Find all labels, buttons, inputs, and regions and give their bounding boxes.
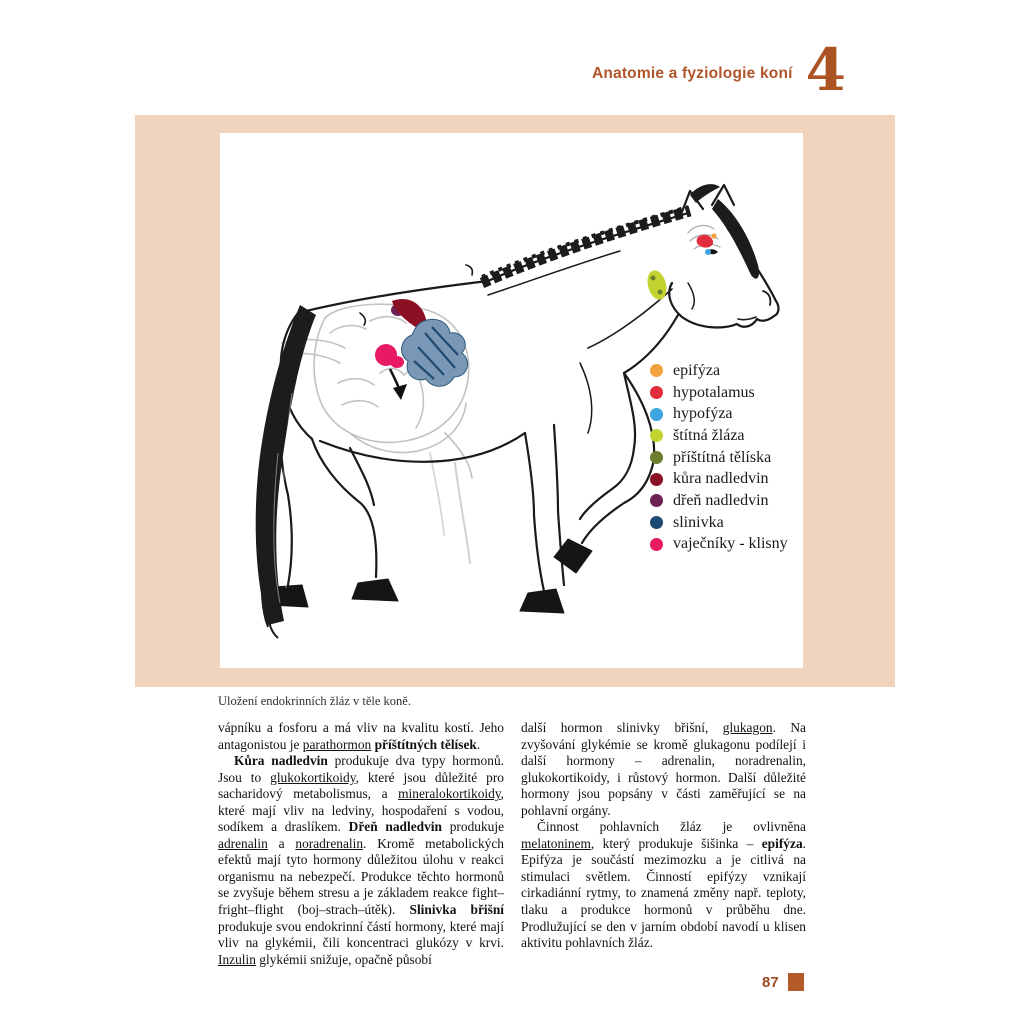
chapter-number: 4	[805, 36, 846, 104]
legend-dot-icon	[650, 516, 663, 529]
legend-dot-icon	[650, 451, 663, 464]
legend-label: slinivka	[673, 513, 724, 531]
legend-dot-icon	[650, 364, 663, 377]
legend	[650, 360, 788, 555]
marker-pristitna-teliska	[658, 290, 663, 295]
figure-caption: Uložení endokrinních žláz v těle koně.	[218, 694, 411, 708]
legend-item	[650, 360, 788, 382]
legend-label: vaječníky - klisny	[673, 535, 788, 553]
legend-label: epifýza	[673, 361, 721, 379]
legend-label: hypotalamus	[673, 383, 755, 401]
legend-dot-icon	[650, 538, 663, 551]
legend-item	[650, 382, 788, 404]
legend-dot-icon	[650, 473, 663, 486]
horse-hooves	[270, 539, 592, 613]
legend-item	[650, 447, 788, 469]
legend-item	[650, 512, 788, 534]
page-number-square-icon	[788, 973, 804, 991]
legend-label: kůra nadledvin	[673, 470, 769, 488]
chapter-title: Anatomie a fyziologie koní	[591, 65, 793, 83]
legend-dot-icon	[650, 386, 663, 399]
paragraph: Činnost pohlavních žláz je ovlivněna melatoninem, který produkuje šišinka – epifýza. Epifýza je součástí mezimozku a je citlivá na stimulaci světlem. Činností epifýzy vznikají cirkadiánní rytmy, to znamená změny např. teploty, tlaku a produkce hormonů v průběhu dne. Prodlužující se den v jarním období navodí u klisen aktivitu pohlavních žláz.	[521, 819, 806, 951]
legend-label: příštítná tělíska	[673, 448, 772, 466]
horse-mane	[482, 184, 759, 283]
legend-item	[650, 403, 788, 425]
marker-epifyza	[711, 233, 716, 238]
paragraph: další hormon slinivky břišní, glukagon. Na zvyšování glykémie se kromě glukagonu podílejí i další hormony – adrenalin, noradrenalin, glukokortikoidy, i růstový hormon. Další důležité hormony jsou popsány v části zaměřující se na pohlavní orgány.	[521, 720, 807, 818]
legend-item	[650, 468, 788, 490]
legend-label: hypofýza	[673, 405, 733, 423]
paragraph: vápníku a fosforu a má vliv na kvalitu kostí. Jeho antagonistou je parathormon příštítných tělísek.	[218, 720, 504, 752]
chapter-header	[591, 36, 846, 104]
marker-hypofyza	[705, 249, 711, 255]
figure-panel	[135, 115, 895, 687]
marker-pristitna-teliska	[651, 276, 656, 281]
marker-slinivka	[402, 319, 468, 386]
legend-dot-icon	[650, 494, 663, 507]
page-number: 87	[762, 973, 779, 991]
legend-dot-icon	[650, 408, 663, 421]
page-footer	[762, 973, 804, 991]
legend-item	[650, 490, 788, 512]
article-left-column	[218, 720, 504, 968]
legend-item	[650, 425, 788, 447]
marker-stitna-zlaza	[644, 268, 669, 302]
article-right-column	[521, 720, 806, 952]
legend-item	[650, 534, 788, 556]
legend-dot-icon	[650, 429, 663, 442]
legend-label: dřeň nadledvin	[673, 491, 769, 509]
paragraph: Kůra nadledvin produkuje dva typy hormonů. Jsou to glukokortikoidy, které jsou důležité pro sacharidový metabolismus, a mineralokortikoidy, které mají vliv na ledviny, hospodaření s vodou, sodíkem a draslíkem. Dřeň nadledvin produkuje adrenalin a noradrenalin. Kromě metabolických efektů mají tyto hormony důležitou úlohu v reakci organismu na nebezpečí. Produkce těchto hormonů se zvyšuje během stresu a je základem reakce fight–fright–flight (boj–strach–útěk). Slinivka břišní produkuje svou endokrinní částí hormony, které mají vliv na glykémii, čili koncentraci glukózy v krvi. Inzulin glykémii snižuje, opačně působí	[218, 753, 505, 967]
legend-label: štítná žláza	[673, 426, 745, 444]
figure-canvas	[220, 133, 803, 668]
